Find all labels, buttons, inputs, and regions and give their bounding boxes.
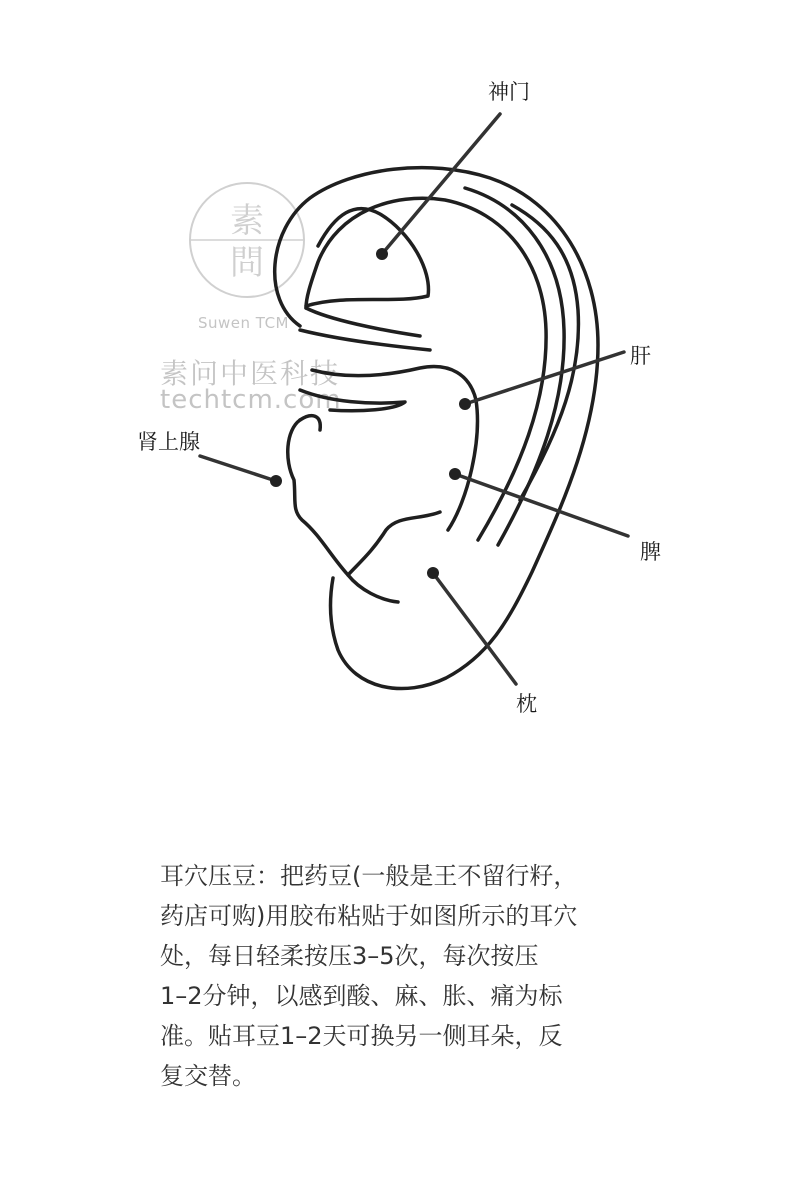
watermark-subtitle: Suwen TCM	[198, 314, 289, 332]
pointer-pi	[455, 474, 628, 536]
instructions-paragraph	[160, 856, 650, 1096]
seal-char-top: 素	[230, 201, 264, 241]
instruction-line: 处，每日轻柔按压3–5次，每次按压	[160, 942, 539, 970]
instruction-line: 1–2分钟，以感到酸、麻、胀、痛为标	[160, 982, 563, 1010]
acupoint-shenmen-dot	[376, 248, 388, 260]
pointer-shenmen	[382, 114, 500, 254]
label-pi: 脾	[640, 540, 661, 564]
watermark-url: techtcm.com	[160, 385, 342, 415]
watermark-chinese: 素问中医科技	[160, 357, 341, 390]
acupoint-gan-dot	[459, 398, 471, 410]
pointer-shenshangxian	[200, 456, 276, 481]
label-shenshangxian: 肾上腺	[137, 430, 200, 454]
instruction-line: 耳穴压豆：把药豆(一般是王不留行籽，	[160, 862, 578, 890]
label-gan: 肝	[630, 344, 651, 368]
instruction-line: 药店可购)用胶布粘贴于如图所示的耳穴	[160, 902, 578, 930]
acupoint-zhen-dot	[427, 567, 439, 579]
instruction-line: 准。贴耳豆1–2天可换另一侧耳朵，反	[160, 1022, 563, 1050]
acupoint-pi-dot	[449, 468, 461, 480]
seal-char-bottom: 問	[230, 243, 264, 283]
label-shenmen: 神门	[488, 80, 530, 104]
instruction-line: 复交替。	[160, 1062, 256, 1090]
label-zhen: 枕	[516, 692, 537, 716]
pointer-zhen	[433, 573, 516, 684]
acupoint-shenshangxian-dot	[270, 475, 282, 487]
